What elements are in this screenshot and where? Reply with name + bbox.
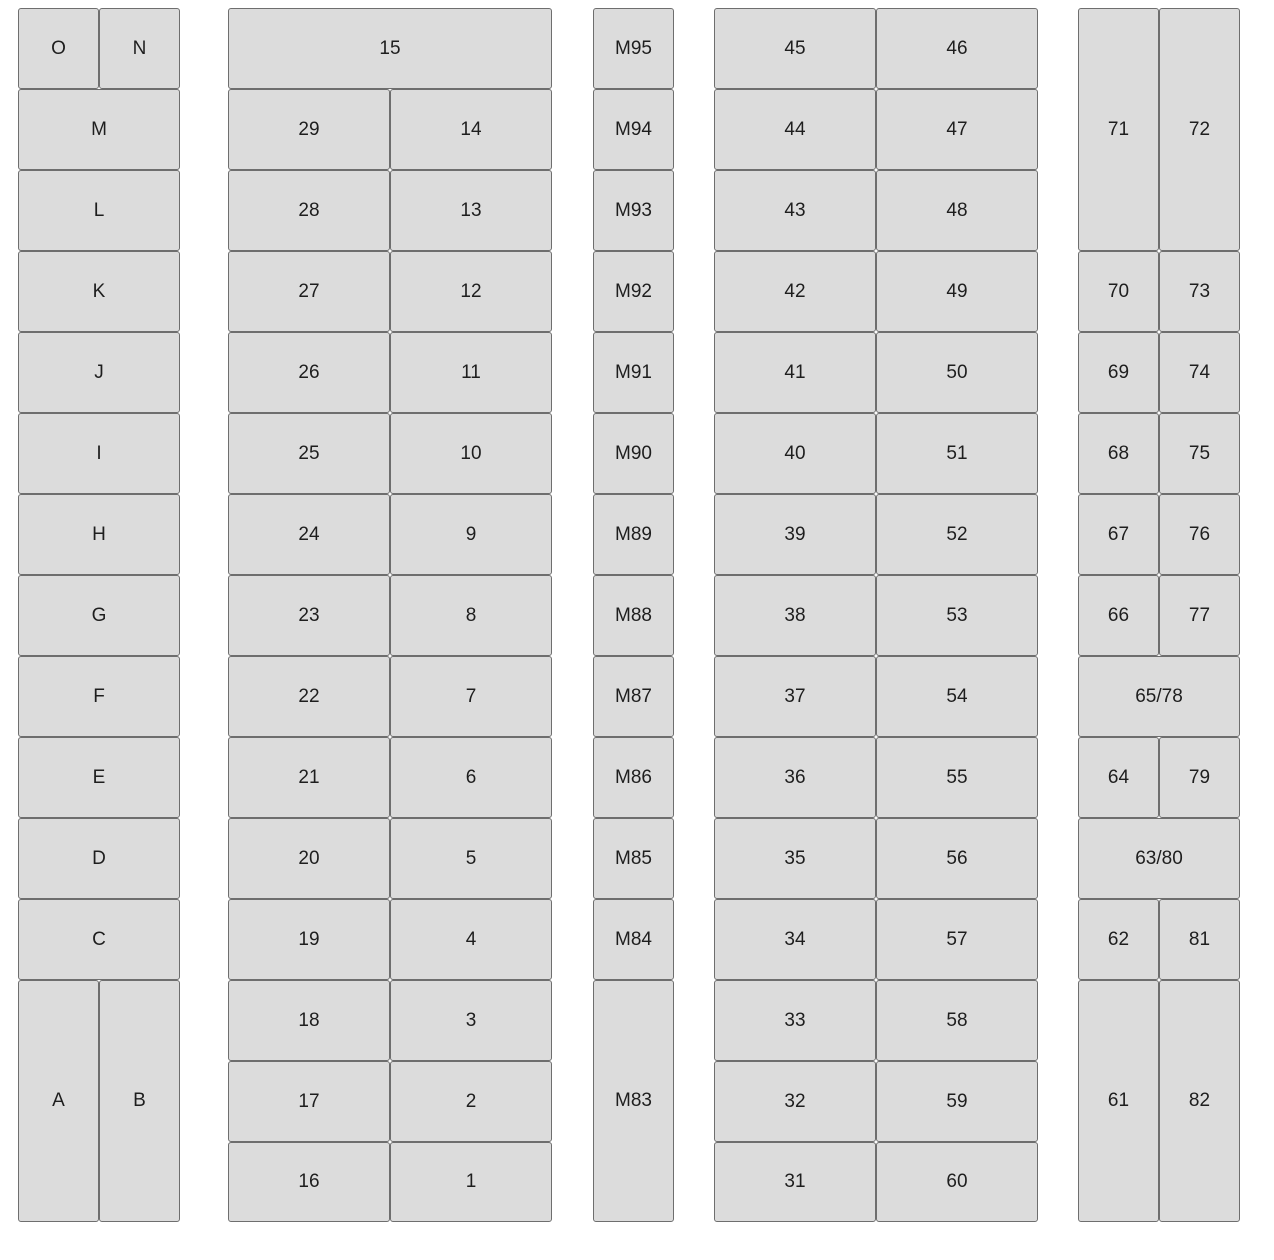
cell-47[interactable]: 47 xyxy=(876,89,1038,170)
cell-56[interactable]: 56 xyxy=(876,818,1038,899)
cell-17[interactable]: 17 xyxy=(228,1061,390,1142)
cell-44[interactable]: 44 xyxy=(714,89,876,170)
cell-3[interactable]: 3 xyxy=(390,980,552,1061)
cell-77[interactable]: 77 xyxy=(1159,575,1240,656)
cell-61[interactable]: 61 xyxy=(1078,980,1159,1222)
cell-6[interactable]: 6 xyxy=(390,737,552,818)
cell-9[interactable]: 9 xyxy=(390,494,552,575)
cell-N[interactable]: N xyxy=(99,8,180,89)
cell-69[interactable]: 69 xyxy=(1078,332,1159,413)
cell-M94[interactable]: M94 xyxy=(593,89,674,170)
cell-28[interactable]: 28 xyxy=(228,170,390,251)
cell-J[interactable]: J xyxy=(18,332,180,413)
cell-A[interactable]: A xyxy=(18,980,99,1222)
cell-39[interactable]: 39 xyxy=(714,494,876,575)
cell-18[interactable]: 18 xyxy=(228,980,390,1061)
cell-43[interactable]: 43 xyxy=(714,170,876,251)
cell-11[interactable]: 11 xyxy=(390,332,552,413)
cell-I[interactable]: I xyxy=(18,413,180,494)
cell-71[interactable]: 71 xyxy=(1078,8,1159,251)
cell-H[interactable]: H xyxy=(18,494,180,575)
cell-M90[interactable]: M90 xyxy=(593,413,674,494)
cell-27[interactable]: 27 xyxy=(228,251,390,332)
cell-M88[interactable]: M88 xyxy=(593,575,674,656)
cell-52[interactable]: 52 xyxy=(876,494,1038,575)
cell-D[interactable]: D xyxy=(18,818,180,899)
cell-38[interactable]: 38 xyxy=(714,575,876,656)
cell-M95[interactable]: M95 xyxy=(593,8,674,89)
cell-50[interactable]: 50 xyxy=(876,332,1038,413)
cell-7[interactable]: 7 xyxy=(390,656,552,737)
cell-65-78[interactable]: 65/78 xyxy=(1078,656,1240,737)
cell-48[interactable]: 48 xyxy=(876,170,1038,251)
cell-22[interactable]: 22 xyxy=(228,656,390,737)
cell-40[interactable]: 40 xyxy=(714,413,876,494)
cell-81[interactable]: 81 xyxy=(1159,899,1240,980)
cell-25[interactable]: 25 xyxy=(228,413,390,494)
cell-68[interactable]: 68 xyxy=(1078,413,1159,494)
cell-51[interactable]: 51 xyxy=(876,413,1038,494)
cell-5[interactable]: 5 xyxy=(390,818,552,899)
cell-8[interactable]: 8 xyxy=(390,575,552,656)
cell-20[interactable]: 20 xyxy=(228,818,390,899)
cell-59[interactable]: 59 xyxy=(876,1061,1038,1142)
cell-M92[interactable]: M92 xyxy=(593,251,674,332)
cell-4[interactable]: 4 xyxy=(390,899,552,980)
cell-10[interactable]: 10 xyxy=(390,413,552,494)
cell-55[interactable]: 55 xyxy=(876,737,1038,818)
cell-67[interactable]: 67 xyxy=(1078,494,1159,575)
cell-M83[interactable]: M83 xyxy=(593,980,674,1222)
cell-70[interactable]: 70 xyxy=(1078,251,1159,332)
cell-21[interactable]: 21 xyxy=(228,737,390,818)
cell-M[interactable]: M xyxy=(18,89,180,170)
cell-41[interactable]: 41 xyxy=(714,332,876,413)
cell-F[interactable]: F xyxy=(18,656,180,737)
cell-29[interactable]: 29 xyxy=(228,89,390,170)
cell-62[interactable]: 62 xyxy=(1078,899,1159,980)
cell-14[interactable]: 14 xyxy=(390,89,552,170)
cell-15[interactable]: 15 xyxy=(228,8,552,89)
cell-B[interactable]: B xyxy=(99,980,180,1222)
cell-32[interactable]: 32 xyxy=(714,1061,876,1142)
cell-64[interactable]: 64 xyxy=(1078,737,1159,818)
cell-49[interactable]: 49 xyxy=(876,251,1038,332)
cell-37[interactable]: 37 xyxy=(714,656,876,737)
cell-24[interactable]: 24 xyxy=(228,494,390,575)
cell-M91[interactable]: M91 xyxy=(593,332,674,413)
cell-75[interactable]: 75 xyxy=(1159,413,1240,494)
cell-72[interactable]: 72 xyxy=(1159,8,1240,251)
cell-C[interactable]: C xyxy=(18,899,180,980)
cell-12[interactable]: 12 xyxy=(390,251,552,332)
cell-66[interactable]: 66 xyxy=(1078,575,1159,656)
cell-M84[interactable]: M84 xyxy=(593,899,674,980)
cell-79[interactable]: 79 xyxy=(1159,737,1240,818)
cell-74[interactable]: 74 xyxy=(1159,332,1240,413)
cell-45[interactable]: 45 xyxy=(714,8,876,89)
cell-19[interactable]: 19 xyxy=(228,899,390,980)
cell-35[interactable]: 35 xyxy=(714,818,876,899)
cell-73[interactable]: 73 xyxy=(1159,251,1240,332)
cell-53[interactable]: 53 xyxy=(876,575,1038,656)
cell-34[interactable]: 34 xyxy=(714,899,876,980)
cell-60[interactable]: 60 xyxy=(876,1142,1038,1222)
cell-82[interactable]: 82 xyxy=(1159,980,1240,1222)
cell-26[interactable]: 26 xyxy=(228,332,390,413)
cell-M93[interactable]: M93 xyxy=(593,170,674,251)
cell-G[interactable]: G xyxy=(18,575,180,656)
cell-63-80[interactable]: 63/80 xyxy=(1078,818,1240,899)
cell-42[interactable]: 42 xyxy=(714,251,876,332)
cell-13[interactable]: 13 xyxy=(390,170,552,251)
cell-1[interactable]: 1 xyxy=(390,1142,552,1222)
cell-57[interactable]: 57 xyxy=(876,899,1038,980)
cell-76[interactable]: 76 xyxy=(1159,494,1240,575)
cell-M89[interactable]: M89 xyxy=(593,494,674,575)
cell-M85[interactable]: M85 xyxy=(593,818,674,899)
cell-36[interactable]: 36 xyxy=(714,737,876,818)
cell-16[interactable]: 16 xyxy=(228,1142,390,1222)
cell-M86[interactable]: M86 xyxy=(593,737,674,818)
cell-K[interactable]: K xyxy=(18,251,180,332)
cell-58[interactable]: 58 xyxy=(876,980,1038,1061)
cell-M87[interactable]: M87 xyxy=(593,656,674,737)
cell-E[interactable]: E xyxy=(18,737,180,818)
cell-L[interactable]: L xyxy=(18,170,180,251)
cell-54[interactable]: 54 xyxy=(876,656,1038,737)
cell-46[interactable]: 46 xyxy=(876,8,1038,89)
cell-31[interactable]: 31 xyxy=(714,1142,876,1222)
cell-O[interactable]: O xyxy=(18,8,99,89)
cell-2[interactable]: 2 xyxy=(390,1061,552,1142)
cell-33[interactable]: 33 xyxy=(714,980,876,1061)
cell-23[interactable]: 23 xyxy=(228,575,390,656)
